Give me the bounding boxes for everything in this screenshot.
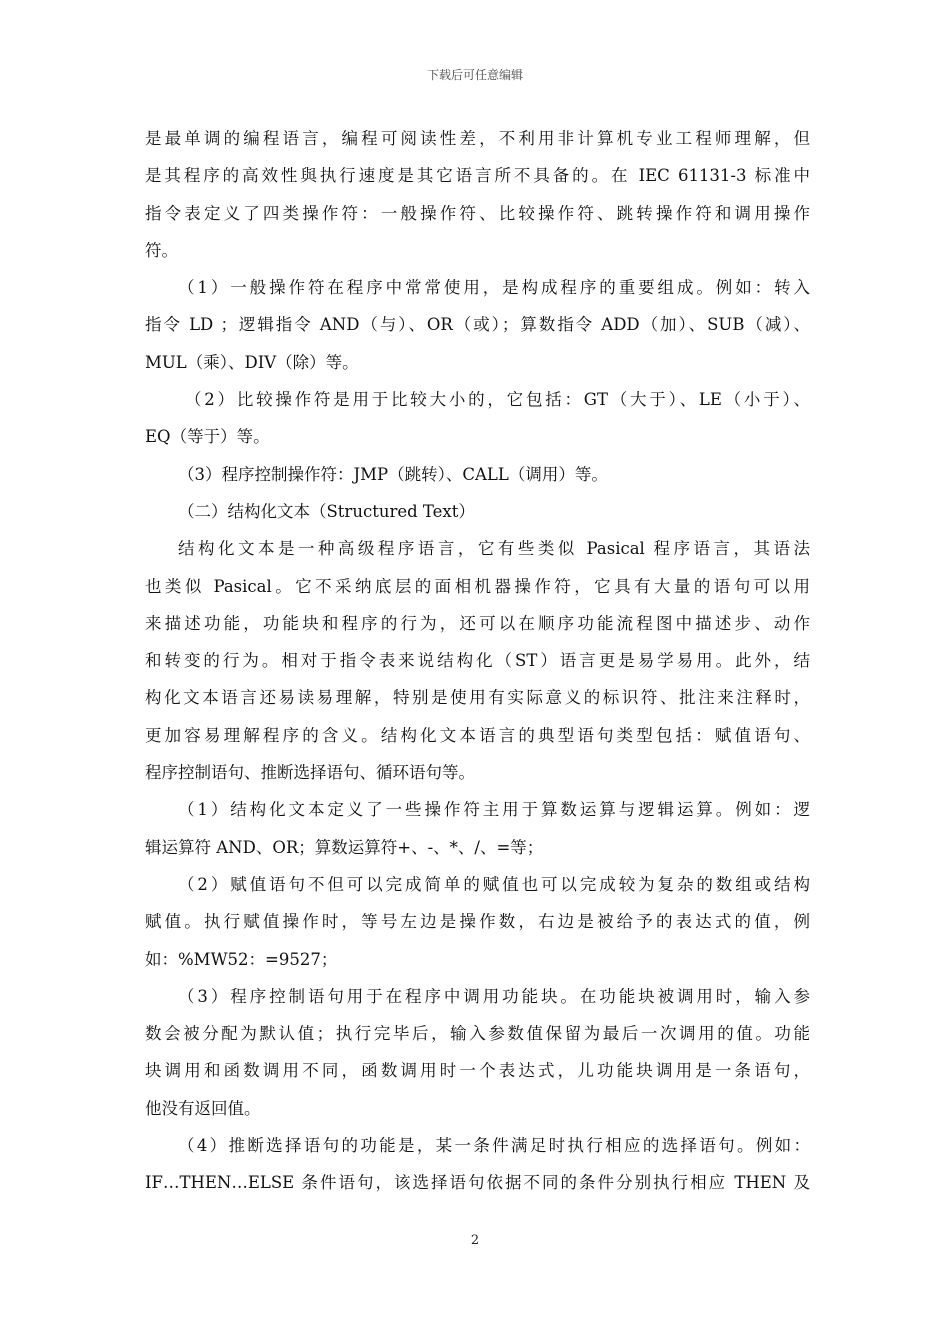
- paragraph: [145, 1127, 810, 1202]
- paragraph: [145, 381, 810, 456]
- text-line: 块调用和函数调用不同，函数调用时一个表达式，儿功能块调用是一条语句，: [145, 1061, 810, 1081]
- text-line: 和转变的行为。相对于指令表来说结构化（ST）语言更是易学易用。此外，结: [145, 651, 810, 671]
- text-line: 他没有返回值。: [145, 1098, 261, 1118]
- paragraph: [145, 269, 810, 381]
- text-line: 指令 LD ；逻辑指令 AND（与）、OR（或）；算数指令 ADD（加）、SUB（减）、: [145, 315, 810, 335]
- text-line: 辑运算符 AND、OR；算数运算符+、-、*、/、=等；: [145, 837, 544, 857]
- text-line: （4）推断选择语句的功能是，某一条件满足时执行相应的选择语句。例如：: [178, 1136, 810, 1156]
- paragraph: [145, 791, 810, 866]
- text-line: （1）结构化文本定义了一些操作符主用于算数运算与逻辑运算。例如：逻: [178, 800, 810, 820]
- paragraph: [145, 978, 810, 1127]
- text-line: IF…THEN…ELSE 条件语句，该选择语句依据不同的条件分别执行相应 THEN 及: [145, 1173, 810, 1193]
- text-line: （2）赋值语句不但可以完成简单的赋值也可以完成较为复杂的数组或结构: [178, 874, 810, 894]
- text-line: 构化文本语言还易读易理解，特别是使用有实际意义的标识符、批注来注释时，: [145, 688, 810, 708]
- text-line: （3）程序控制语句用于在程序中调用功能块。在功能块被调用时，输入参: [178, 986, 810, 1006]
- text-line: 来描述功能，功能块和程序的行为，还可以在顺序功能流程图中描述步、动作: [145, 613, 810, 633]
- text-line: 结构化文本是一种高级程序语言，它有些类似 Pasical 程序语言，其语法: [178, 539, 810, 559]
- text-line: 是最单调的编程语言，编程可阅读性差，不利用非计算机专业工程师理解，但: [145, 129, 810, 148]
- text-line: 如：%MW52：=9527；: [145, 949, 338, 969]
- text-line: （1）一般操作符在程序中常常使用，是构成程序的重要组成。例如：转入: [178, 278, 810, 298]
- document-body: [145, 120, 810, 1202]
- text-line: 符。: [145, 240, 178, 260]
- page-header: 下载后可任意编辑: [426, 68, 523, 82]
- text-line: 程序控制语句、推断选择语句、循环语句等。: [145, 763, 475, 783]
- text-line: MUL（乘）、DIV（除）等。: [145, 352, 359, 372]
- text-line: 是其程序的高效性與执行速度是其它语言所不具备的。在 IEC 61131-3 标准中: [145, 166, 810, 186]
- paragraph: [145, 530, 810, 791]
- text-line: （二）结构化文本（Structured Text）: [178, 501, 475, 521]
- text-line: 赋值。执行赋值操作时，等号左边是操作数，右边是被给予的表达式的值，例: [145, 912, 810, 932]
- text-line: （2）比较操作符是用于比较大小的，它包括：GT（大于）、LE（小于）、: [185, 390, 810, 410]
- text-line: 更加容易理解程序的含义。结构化文本语言的典型语句类型包括：赋值语句、: [145, 725, 810, 745]
- paragraph: [145, 120, 810, 269]
- paragraph: [145, 456, 810, 493]
- section-heading: [145, 493, 810, 530]
- text-line: （3）程序控制操作符：JMP（跳转）、CALL（调用）等。: [178, 464, 608, 484]
- text-line: 数会被分配为默认值；执行完毕后，输入参数值保留为最后一次调用的值。功能: [145, 1024, 810, 1044]
- paragraph: [145, 866, 810, 978]
- text-line: EQ（等于）等。: [145, 427, 270, 447]
- text-line: 也类似 Pasical。它不采纳底层的面相机器操作符，它具有大量的语句可以用: [145, 576, 810, 596]
- text-line: 指令表定义了四类操作符：一般操作符、比较操作符、跳转操作符和调用操作: [145, 203, 810, 223]
- page-number: 2: [470, 1233, 480, 1248]
